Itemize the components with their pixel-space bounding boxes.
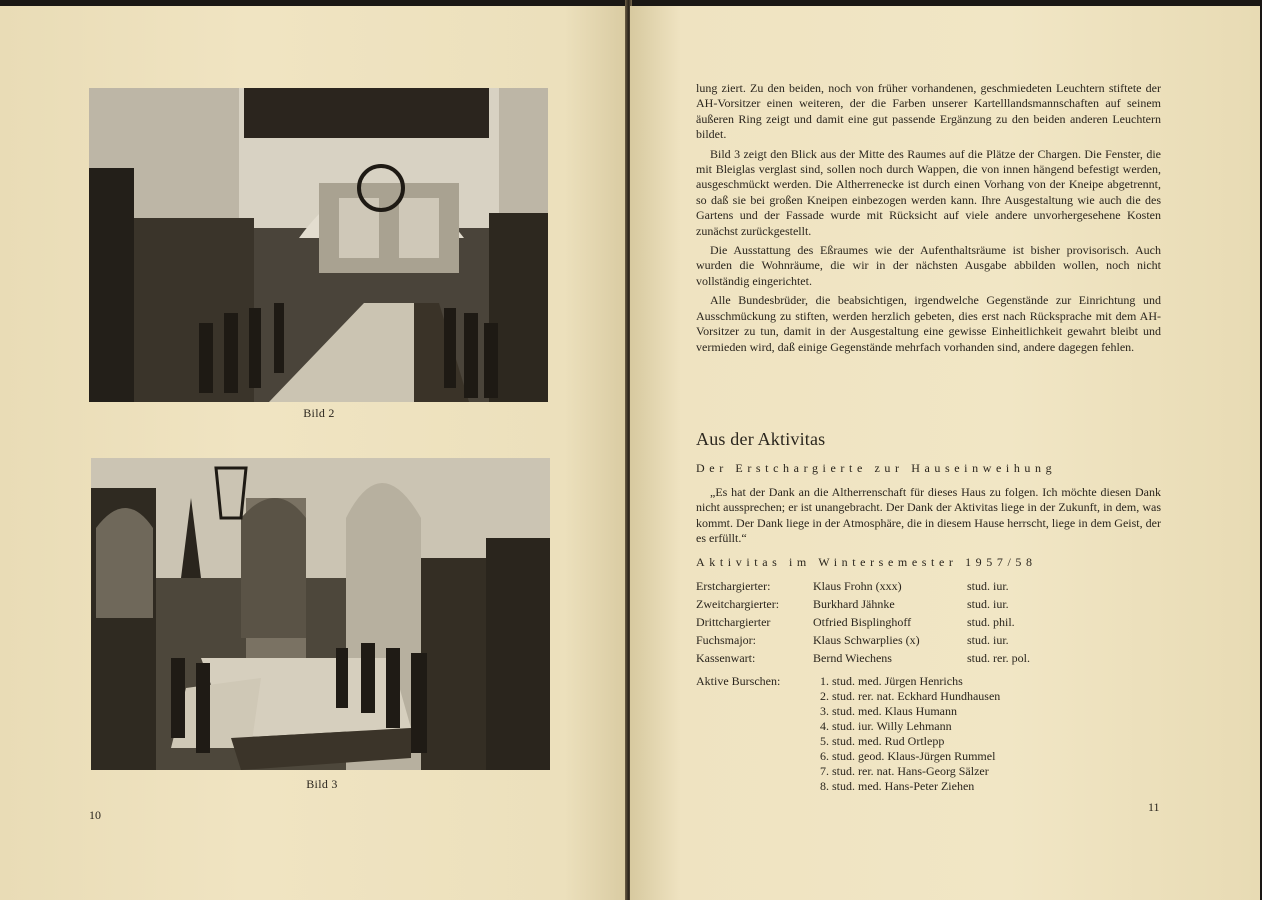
- dining-table-photo-image: [91, 458, 550, 770]
- officer-name: Burkhard Jähnke: [813, 597, 895, 611]
- list-item: 6. stud. geod. Klaus-Jürgen Rummel: [820, 749, 996, 763]
- page-number-left: 10: [89, 808, 101, 822]
- officer-study: stud. iur.: [967, 597, 1009, 611]
- officer-name: Klaus Schwarplies (x): [813, 633, 920, 647]
- paragraph-2: Bild 3 zeigt den Blick aus der Mitte des Raumes auf die Plätze der Chargen. Die Fenster, die mit Bleiglas verglast sind, sollen noch durch Wappen, die von innen hängend befestigt werden, ausgeschmückt werden. Die Altherrenecke ist durch einen Vorhang von der Kneipe abgetrennt, so daß sie bei großen Kneipen einbezogen werden kann. Ihre Ausgestaltung wie auch die des Gartens und der Fassade wurde mit Rücksicht auf viele andere unvorhergesehene Kosten zunächst zurückgestellt.: [696, 146, 1161, 238]
- officer-study: stud. rer. pol.: [967, 651, 1030, 665]
- officer-study: stud. iur.: [967, 633, 1009, 647]
- caption-bild-2: Bild 2: [303, 406, 335, 420]
- officer-role: Drittchargierter: [696, 615, 771, 629]
- photo-bild-3: [91, 458, 550, 770]
- officer-role: Kassenwart:: [696, 651, 756, 665]
- subheading-hauseinweihung: Der Erstchargierte zur Hauseinweihung: [696, 461, 1057, 475]
- active-members-list: [820, 674, 1000, 794]
- paragraph-3: Die Ausstattung des Eßraumes wie der Aufenthaltsräume ist bisher provisorisch. Auch wurden die Wohnräume, die wir in der nächsten Ausgabe abbilden wollen, noch nicht vollständig eingerichtet.: [696, 243, 1161, 288]
- body-text: [696, 81, 1161, 359]
- list-item: 2. stud. rer. nat. Eckhard Hundhausen: [820, 689, 1001, 703]
- speech-quote: „Es hat der Dank an die Altherrenschaft für dieses Haus zu folgen. Ich möchte diesen Dank nicht aussprechen; er ist unangebracht. Der Dank der Aktivitas liege in der Zukunft, in dem, was kommt. Der Dank liege in der Atmosphäre, die in diesem Hause herrscht, liege in dem Geist, der es erfüllt.“: [696, 485, 1161, 546]
- subheading-wintersemester: Aktivitas im Wintersemester 1957/58: [696, 555, 1037, 569]
- list-item: 4. stud. iur. Willy Lehmann: [820, 719, 952, 733]
- officer-role: Fuchsmajor:: [696, 633, 756, 647]
- list-item: 3. stud. med. Klaus Humann: [820, 704, 957, 718]
- hall-photo-image: [89, 88, 548, 402]
- caption-bild-3: Bild 3: [306, 777, 338, 791]
- officer-study: stud. phil.: [967, 615, 1015, 629]
- officer-name: Bernd Wiechens: [813, 651, 892, 665]
- list-item: 1. stud. med. Jürgen Henrichs: [820, 674, 963, 688]
- officer-study: stud. iur.: [967, 579, 1009, 593]
- officer-role: Erstchargierter:: [696, 579, 771, 593]
- page-number-right: 11: [1148, 800, 1160, 814]
- officer-name: Klaus Frohn (xxx): [813, 579, 902, 593]
- paragraph-1: lung ziert. Zu den beiden, noch von früher vorhandenen, geschmiedeten Leuchtern stiftete der AH-Vorsitzer einen weiteren, der die Farben unserer Kartelllandsmannschaften auf seinem äußeren Ring zeigt und damit eine gut passende Ergänzung zu den beiden anderen Leuchtern bildet.: [696, 81, 1161, 142]
- officer-role: Zweitchargierter:: [696, 597, 780, 611]
- left-page: [0, 6, 627, 900]
- active-members-label: Aktive Burschen:: [696, 674, 781, 688]
- paragraph-4: Alle Bundesbrüder, die beabsichtigen, irgendwelche Gegenstände zur Einrichtung und Ausschmückung zu stiften, werden herzlich gebeten, dies erst nach Rücksprache mit dem AH-Vorsitzer zu tun, damit in der Ausgestaltung eine gewisse Einheitlichkeit gewahrt bleibt und vermieden wird, daß einige Gegenstände mehrfach vorhanden sind, andere dagegen fehlen.: [696, 293, 1161, 354]
- section-title: Aus der Aktivitas: [696, 429, 826, 449]
- right-page: [630, 6, 1260, 900]
- photo-bild-2: [89, 88, 548, 402]
- list-item: 8. stud. med. Hans-Peter Ziehen: [820, 779, 975, 793]
- list-item: 7. stud. rer. nat. Hans-Georg Sälzer: [820, 764, 989, 778]
- officer-name: Otfried Bisplinghoff: [813, 615, 912, 629]
- list-item: 5. stud. med. Rud Ortlepp: [820, 734, 945, 748]
